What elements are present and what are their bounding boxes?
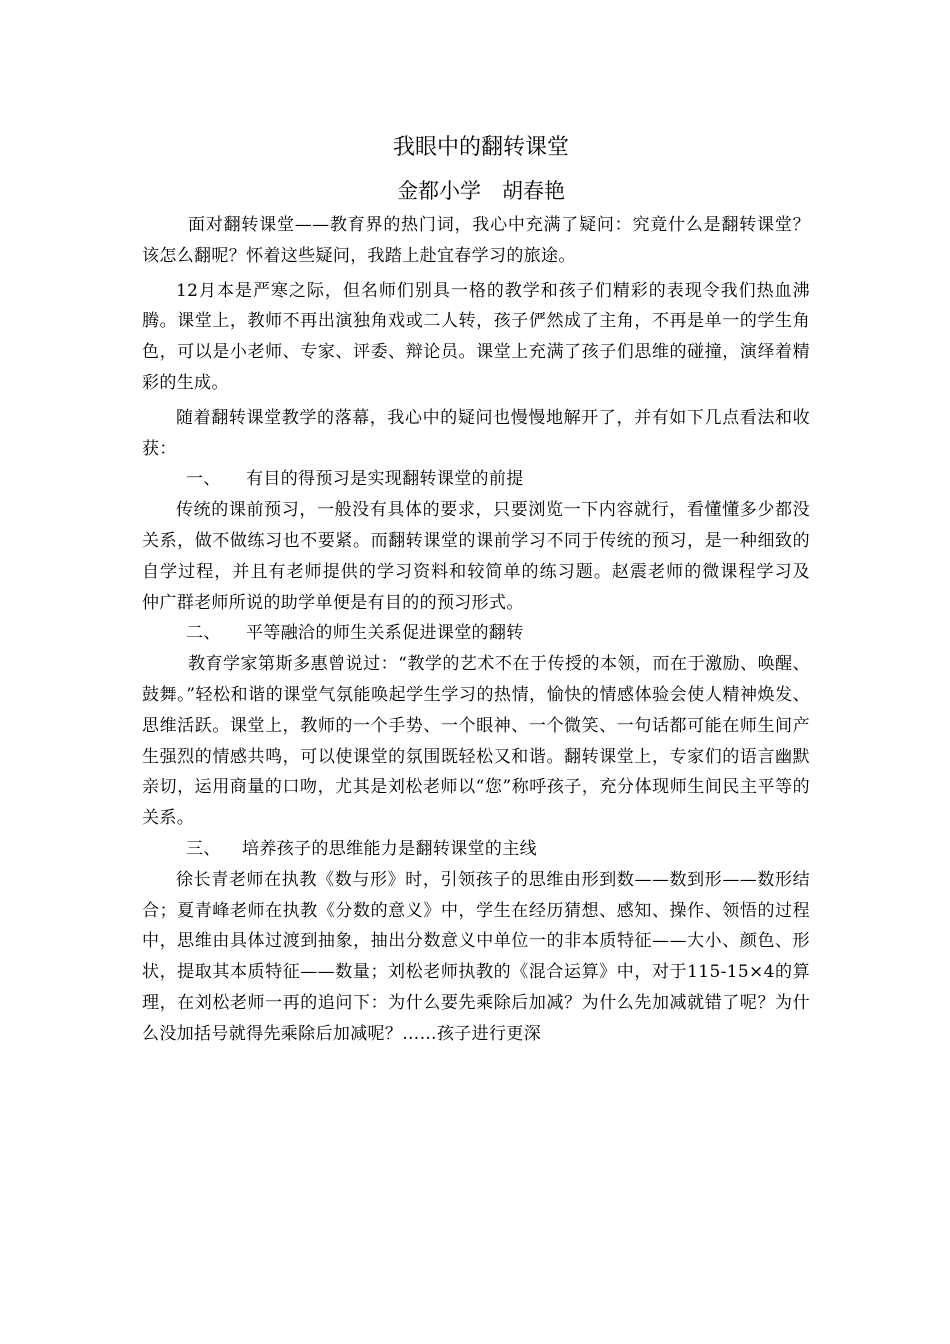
- section-title: 培养孩子的思维能力是翻转课堂的主线: [242, 838, 537, 859]
- paragraph-december: 12月本是严寒之际，但名师们别具一格的教学和孩子们精彩的表现令我们热血沸腾。课堂上，教师不再出演独角戏或二人转，孩子俨然成了主角，不再是单一的学生角色，可以是小老师、专家、评委、辩论员。课堂上充满了孩子们思维的碰撞，演绎着精彩的生成。: [142, 280, 810, 393]
- section-number: 二、: [186, 623, 221, 644]
- paragraph-section-2: 教育学家第斯多惠曾说过：“教学的艺术不在于传授的本领，而在于激励、唤醒、鼓舞。”轻松和谐的课堂气氛能唤起学生学习的热情，愉快的情感体验会使人精神焕发、思维活跃。课堂上，教师的一个手势、一个眼神、一个微笑、一句话都可能在师生间产生强烈的情感共鸣，可以使课堂的氛围既轻松又和谐。翻转课堂上，专家们的语言幽默亲切，运用商量的口吻，尤其是刘松老师以“您”称呼孩子，充分体现师生间民主平等的关系。: [142, 654, 810, 829]
- paragraph-transition: 随着翻转课堂教学的落幕，我心中的疑问也慢慢地解开了，并有如下几点看法和收获：: [142, 407, 810, 459]
- section-heading-2: [142, 618, 810, 649]
- paragraph-intro: 面对翻转课堂——教育界的热门词，我心中充满了疑问：究竟什么是翻转课堂？该怎么翻呢？怀着这些疑问，我踏上赴宜春学习的旅途。: [142, 215, 810, 266]
- paragraph-section-1: 传统的课前预习，一般没有具体的要求，只要浏览一下内容就行，看懂懂多少都没关系，做不做练习也不要紧。而翻转课堂的课前学习不同于传统的预习，是一种细致的自学过程，并且有老师提供的学习资料和较简单的练习题。赵震老师的微课程学习及 仲广群老师所说的助学单便是有目的的预习形式。: [142, 500, 828, 613]
- section-title: 有目的得预习是实现翻转课堂的前提: [246, 469, 524, 490]
- section-heading-1: [142, 464, 810, 495]
- document-author: 金都小学 胡春艳: [397, 179, 565, 203]
- section-number: 三、: [186, 838, 221, 859]
- document-title: 我眼中的翻转课堂: [392, 135, 569, 160]
- section-number: 一、: [186, 469, 221, 490]
- paragraph-section-3: 徐长青老师在执教《数与形》时，引领孩子的思维由形到数——数到形——数形结合；夏青峰老师在执教《分数的意义》中，学生在经历猜想、感知、操作、领悟的过程中，思维由具体过渡到抽象，抽出分数意义中单位一的非本质特征——大小、颜色、形状，提取其本质特征——数量；刘松老师执教的《混合运算》中，对于115-15×4的算理，在刘松老师一再的追问下：为什么要先乘除后加减？为什么先加减就错了呢？为什么没加括号就得先乘除后加减呢？……孩子进行更深: [142, 869, 810, 1044]
- section-heading-3: [142, 834, 810, 865]
- document-page: [142, 128, 828, 1050]
- section-title: 平等融洽的师生关系促进课堂的翻转: [246, 623, 524, 644]
